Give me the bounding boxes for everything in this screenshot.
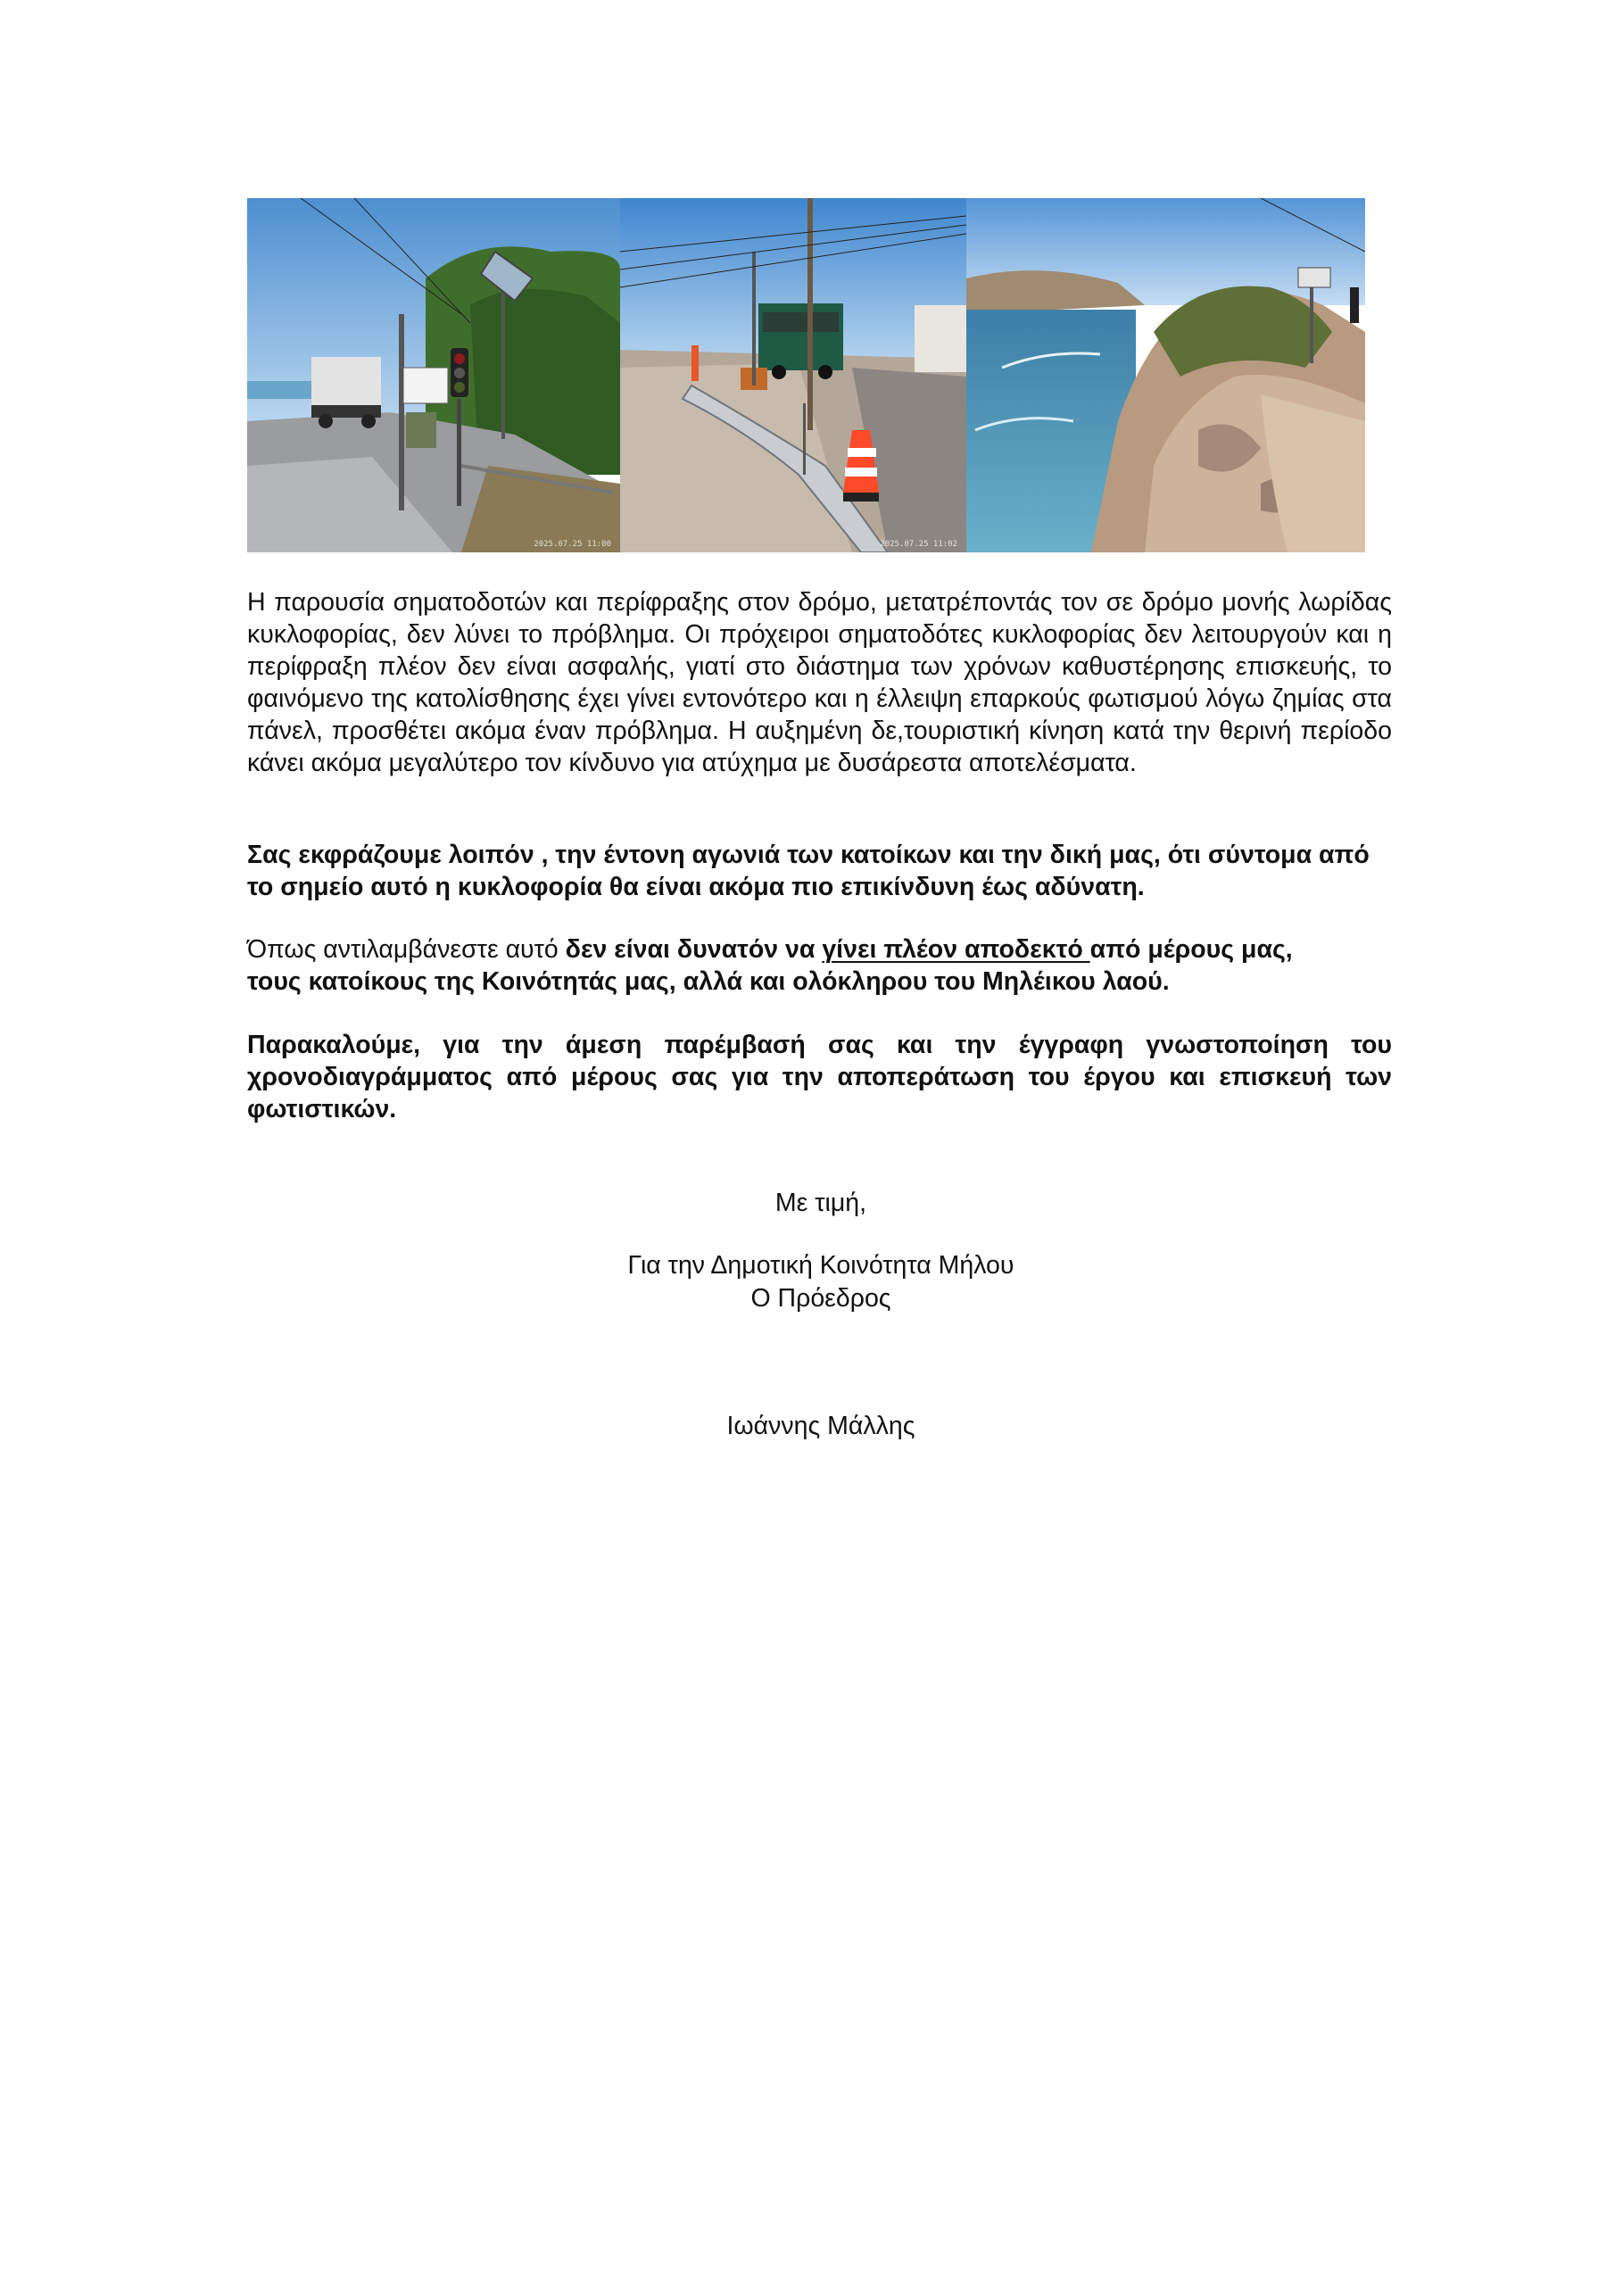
photo-timestamp: 2025.07.25 11:00 [534,540,611,549]
closing-greeting: Με τιμή, [774,1189,867,1217]
photo-guardrail-road [620,198,966,552]
closing-organization: Για την Δημοτική Κοινότητα Μήλου [627,1251,1014,1280]
paragraph-concern-statement: Σας εκφράζουμε λοιπόν , την έντονη αγωνιά των κατοίκων και την δική μας, ότι σύντομα από το σημείο αυτό η κυκλοφορία θα είναι ακόμα πιο επικίνδυνη έως αδύνατη. [247,841,1370,901]
para-3-line2: τους κατοίκους της Κοινότητάς μας, αλλά και ολόκληρου του Μηλέικου λαού. [247,967,1170,996]
closing-role: Ο Πρόεδρος [750,1284,891,1313]
photo-timestamp: 2025.07.25 11:02 [880,540,957,549]
para-3-start: Όπως αντιλαμβάνεστε αυτό [247,935,566,964]
paragraph-request: Παρακαλούμε, για την άμεση παρέμβασή σας και την έγγραφη γνωστοποίηση του χρονοδιαγράμματος από μέρους σας για την αποπεράτωση του έργου και επισκευή των φωτιστικών. [247,1031,1392,1123]
para-3-underlined: γίνει πλέον αποδεκτό [822,935,1090,964]
para-3-bold: δεν είναι δυνατόν να [565,935,823,964]
photo-coastal-landslide [966,198,1365,552]
signatory-name: Ιωάννης Μάλλης [726,1412,915,1440]
para-3-after: από μέρους μας, [1089,935,1293,964]
paragraph-problem-description: Η παρουσία σηματοδοτών και περίφραξης στον δρόμο, μετατρέποντάς τον σε δρόμο μονής λωρίδας κυκλοφορίας, δεν λύνει το πρόβλημα. Οι πρόχειροι σηματοδότες κυκλοφορίας δεν λειτουργούν και η περίφραξη πλέον δεν είναι ασφαλής, γιατί στο διάστημα των χρόνων καθυστέρησης επισκευής, το φαινόμενο της κατολίσθησης έχει γίνει εντονότερο και η έλλειψη επαρκούς φωτισμού λόγω ζημίας στα πάνελ, προσθέτει ακόμα έναν πρόβλημα. Η αυξημένη δε,τουριστική κίνηση κατά την θερινή περίοδο κάνει ακόμα μεγαλύτερο τον κίνδυνο για ατύχημα με δυσάρεστα αποτελέσματα. [247,588,1392,777]
photo-strip [247,198,1365,552]
photo-road-traffic-light [247,198,620,552]
paragraph-unacceptable-statement [247,933,1392,998]
